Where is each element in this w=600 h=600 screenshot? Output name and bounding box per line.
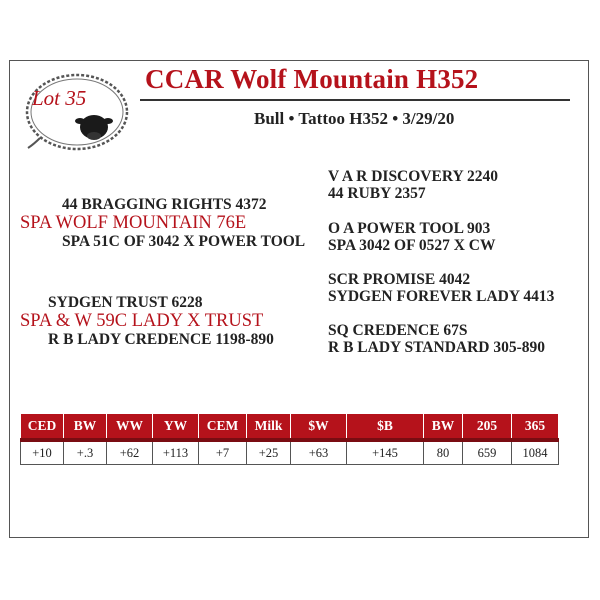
epd-header: CEM <box>199 414 247 441</box>
sire-sire-sire: V A R DISCOVERY 2240 <box>328 168 498 185</box>
epd-value: +.3 <box>64 440 107 465</box>
epd-header: $W <box>291 414 347 441</box>
sire-dam: SPA 51C OF 3042 X POWER TOOL <box>62 233 306 250</box>
epd-value: +10 <box>21 440 64 465</box>
epd-header: 205 <box>463 414 512 441</box>
lot-logo <box>24 72 130 154</box>
dam-sire-dam: SYDGEN FOREVER LADY 4413 <box>328 288 555 305</box>
dam-sire-sire: SCR PROMISE 4042 <box>328 271 471 288</box>
dam-dam: R B LADY CREDENCE 1198-890 <box>48 331 274 348</box>
epd-header: CED <box>21 414 64 441</box>
lot-label: Lot 35 <box>32 86 87 110</box>
title-divider <box>140 99 570 101</box>
epd-header: $B <box>347 414 424 441</box>
epd-values-row <box>21 440 559 465</box>
lot-title: CCAR Wolf Mountain H352 <box>145 64 479 94</box>
lot-subtitle: Bull • Tattoo H352 • 3/29/20 <box>254 109 455 128</box>
epd-value: +25 <box>247 440 291 465</box>
dam-dam-dam: R B LADY STANDARD 305-890 <box>328 339 546 356</box>
epd-header: WW <box>107 414 153 441</box>
sire-dam-dam: SPA 3042 OF 0527 X CW <box>328 237 496 254</box>
dam-sire: SYDGEN TRUST 6228 <box>48 294 203 311</box>
dam-dam-sire: SQ CREDENCE 67S <box>328 322 468 339</box>
sire-dam-sire: O A POWER TOOL 903 <box>328 220 491 237</box>
epd-header: 365 <box>512 414 559 441</box>
epd-header-row <box>21 414 559 441</box>
epd-value: 1084 <box>512 440 559 465</box>
sire-sire-dam: 44 RUBY 2357 <box>328 185 426 202</box>
epd-header: YW <box>153 414 199 441</box>
epd-header: BW <box>64 414 107 441</box>
epd-value: +7 <box>199 440 247 465</box>
epd-value: 80 <box>424 440 463 465</box>
epd-value: +113 <box>153 440 199 465</box>
dam-name: SPA & W 59C LADY X TRUST <box>20 311 264 331</box>
epd-value: +63 <box>291 440 347 465</box>
epd-value: +145 <box>347 440 424 465</box>
epd-header: BW <box>424 414 463 441</box>
epd-value: 659 <box>463 440 512 465</box>
sire-sire: 44 BRAGGING RIGHTS 4372 <box>62 196 267 213</box>
epd-value: +62 <box>107 440 153 465</box>
sire-name: SPA WOLF MOUNTAIN 76E <box>20 213 247 233</box>
epd-table <box>20 413 559 465</box>
epd-header: Milk <box>247 414 291 441</box>
